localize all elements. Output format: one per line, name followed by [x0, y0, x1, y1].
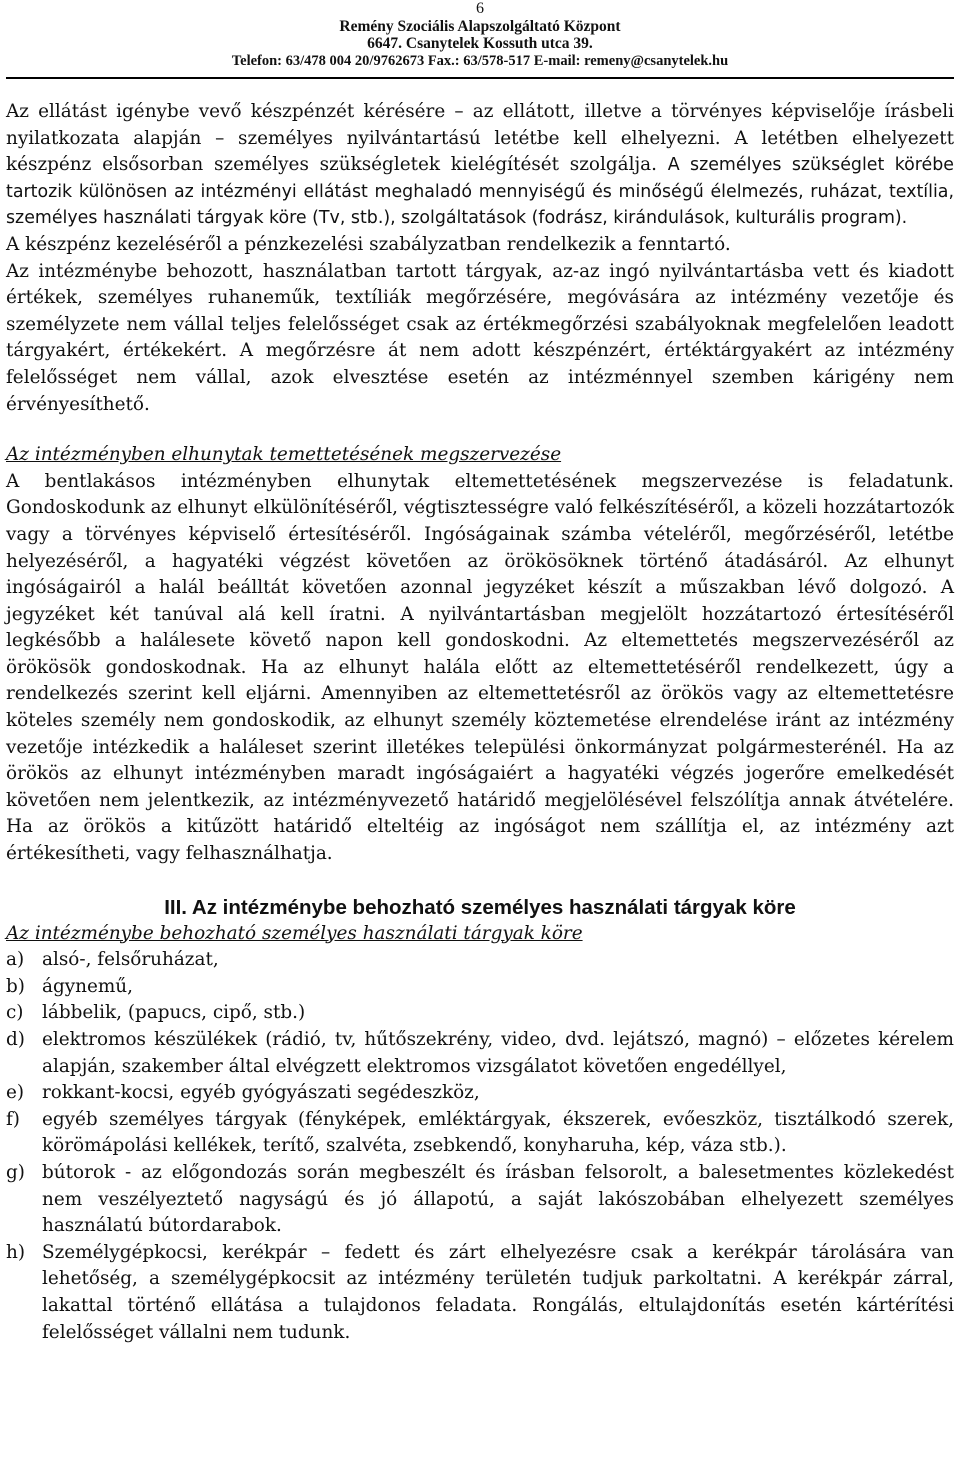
header-divider: [6, 77, 954, 79]
list-item: [6, 1000, 954, 1027]
list-item: [6, 1240, 954, 1346]
list-item-label: a): [6, 949, 25, 971]
organization-address: 6647. Csanytelek Kossuth utca 39.: [367, 35, 593, 52]
list-item-label: e): [6, 1082, 25, 1104]
paragraph-cash-deposit: [6, 99, 954, 232]
list-item: [6, 1080, 954, 1107]
list-item: [6, 1027, 954, 1080]
items-list: [6, 947, 954, 1346]
list-item-text: lábbelik, (papucs, cipő, stb.): [42, 1002, 306, 1024]
list-item-label: d): [6, 1029, 25, 1050]
page-number: 6: [476, 0, 484, 17]
paragraph-liability: Az intézménybe behozott, használatban tartott tárgyak, az-az ingó nyilvántartásba vett és kiadott értékek, személyes ruhaneműk, textíliák megőrzésére, megóvására az intézmény vezetője és személyzete nem vállal teljes felelősséget csak az értékmegőrzési szabályoknak megfelelően leadott tárgyakért, értékekért. A megőrzésre át nem adott készpénzért, értéktárgyakért az intézmény felelősséget nem vállal, azok elvesztése esetén az intézménnyel szemben kárigény nem érvényesíthető.: [6, 260, 954, 415]
list-item-text: elektromos készülékek (rádió, tv, hűtőszekrény, video, dvd. lejátszó, magnó) – előzetes kérelem alapján, szakember által elvégzett elektromos vizsgálatot követően engedéllyel,: [42, 1029, 954, 1077]
list-item-text: bútorok - az előgondozás során megbeszélt és írásban felsorolt, a balesetmentes közlekedést nem veszélyeztető nagyságú és jó állapotú, a saját lakószobában elhelyezett személyes használatú bútordarabok.: [42, 1161, 954, 1237]
paragraph-cash-deposit-part1: Az ellátást igénybe vevő készpénzét kérésére – az ellátott, illetve a törvényes képviselője írásbeli nyilatkozata alapján – személyes nyilvántartású letétbe kell elhelyezni. A letétben elhelyezett készpénz elsősorban személyes szükségletek kielégítését szolgálja.: [6, 101, 954, 176]
organization-contact: Telefon: 63/478 004 20/9762673 Fax.: 63/578-517 E-mail: remeny@csanytelek.hu: [231, 52, 729, 69]
list-item-label: c): [6, 1002, 24, 1024]
list-item: [6, 1160, 954, 1240]
section-title: III. Az intézménybe behozható személyes használati tárgyak köre: [164, 895, 796, 919]
section-subheading: Az intézménybe behozható személyes használati tárgyak köre: [6, 922, 583, 944]
list-item-label: f): [6, 1108, 20, 1130]
list-item-text: egyéb személyes tárgyak (fényképek, emléktárgyak, ékszerek, evőeszköz, tisztálkodó szerek, körömápolási kellékek, terítő, szalvéta, zsebkendő, konyharuha, kép, váza stb.).: [42, 1108, 954, 1157]
list-item-text: ágynemű,: [42, 975, 133, 997]
list-item-text: Személygépkocsi, kerékpár – fedett és zárt elhelyezésre csak a kerékpár tárolására van lehetőség, a személygépkocsit az intézmény területén tudjuk parkoltatni. A kerékpár zárral, lakattal történő ellátása a tulajdonos feladata. Rongálás, eltulajdonítás esetén kártérítési felelősséget vállalni nem tudunk.: [42, 1241, 954, 1343]
list-item: [6, 947, 954, 974]
list-item-label: g): [6, 1161, 25, 1183]
list-item: [6, 974, 954, 1001]
list-item-label: b): [6, 975, 25, 997]
paragraph-cash-deposit-part2: A személyes szükséglet körébe tartozik különösen az intézményi ellátást meghaladó mennyiségű és minőségű élelmezés, ruházat, textília, személyes használati tárgyak köre (Tv, stb.), szolgáltatások (fodrász, kirándulások, kulturális program).: [6, 155, 954, 229]
paragraph-cash-management: A készpénz kezeléséről a pénzkezelési szabályzatban rendelkezik a fenntartó.: [6, 233, 731, 255]
page-header: [6, 0, 954, 70]
list-item-label: h): [6, 1241, 26, 1263]
list-item-text: rokkant-kocsi, egyéb gyógyászati segédeszköz,: [42, 1082, 480, 1104]
document-body: [6, 99, 954, 1346]
paragraph-funeral: A bentlakásos intézményben elhunytak eltemettetésének megszervezése is feladatunk. Gondoskodunk az elhunyt elkülönítéséről, végtisztességre való felkészítéséről, a közeli hozzátartozók vagy a törvényes képviselő értesítéséről. Ingóságainak számba vételéről, megőrzéséről, letétbe helyezéséről, a hagyatéki végzést követően az örökösöknek történő átadásáról. Az elhunyt ingóságairól a halál beálltát követően azonnal jegyzéket készít a műszakban lévő dolgozó. A jegyzéket két tanúval alá kell íratni. A nyilvántartásban megjelölt hozzátartozó értesítéséről legkésőbb a halálesete követő napon kell gondoskodni. Az eltemettetés megszervezéséről az örökösök gondoskodnak. Ha az elhunyt halála előtt az eltemettetéséről rendelkezett, úgy a rendelkezés szerint kell eljárni. Amennyiben az eltemettetésről az örökös vagy az eltemettetésre köteles személy nem gondoskodik, az elhunyt személy köztemetése elrendelése iránt az intézmény vezetője intézkedik a haláleset szerint illetékes települési önkormányzat polgármesterénél. Ha az örökös az elhunyt intézményben maradt ingóságaiért a hagyatéki végzés jogerőre emelkedését követően nem jelentkezik, az intézményvezető határidő megjelölésével felszólítja annak átvételére. Ha az örökös a kitűzött határidő elteltéig az ingóságot nem szállítja el, az intézmény azt értékesítheti, vagy felhasználhatja.: [6, 470, 954, 865]
organization-name: Remény Szociális Alapszolgáltató Központ: [339, 17, 621, 35]
list-item: [6, 1107, 954, 1160]
list-item-text: alsó-, felsőruházat,: [42, 949, 219, 971]
heading-funeral: Az intézményben elhunytak temettetésének megszervezése: [6, 444, 562, 466]
